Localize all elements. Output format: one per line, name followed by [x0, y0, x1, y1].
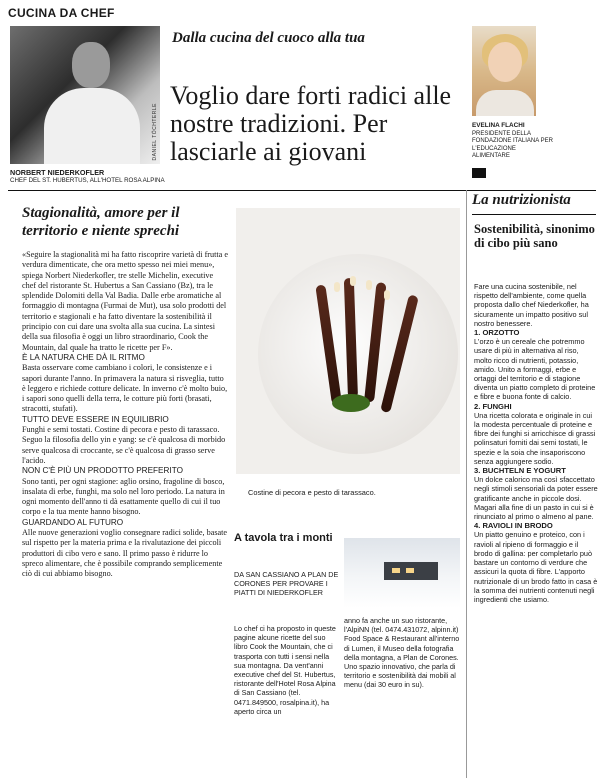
column-divider	[466, 190, 467, 778]
article-subhead: TUTTO DEVE ESSERE IN EQUILIBRIO	[22, 414, 169, 424]
kicker: Dalla cucina del cuoco alla tua	[172, 30, 365, 46]
chef-name: NORBERT NIEDERKOFLER	[10, 168, 105, 177]
chef-photo	[10, 26, 160, 164]
nutritionist-headline: Sostenibilità, sinonimo di cibo più sano	[474, 222, 595, 250]
nutritionist-item-title: 3. BUCHTELN E YOGURT	[474, 466, 566, 476]
box-intro: DA SAN CASSIANO A PLAN DE CORONES PER PROVARE I PIATTI DI NIEDERKOFLER	[234, 570, 339, 597]
decorative-box	[472, 168, 486, 178]
section-tag: CUCINA DA CHEF	[8, 6, 115, 20]
article-paragraph: Funghi e semi tostati. Costine di pecora e pesto di tarassaco. Seguo la filosofia dello yin e yang: se c'è qualcosa di morbido serve qualcosa di croccante, se c'è qualcosa di grasso serve l'acido.	[22, 425, 226, 465]
nutritionist-item-title: 1. ORZOTTO	[474, 328, 520, 338]
nutritionist-item-text: Un piatto genuino e proteico, con i ravioli al ripieno di formaggio e il brodo di gallina: per completarlo può bastare un contorno di verdure che assicuri la quota di fibre. L'apporto nutrizionale di un brodo fatto in casa è la somma dei nutrienti contenuti negli ingredienti che usiamo.	[474, 530, 598, 604]
nutritionist-item-text: Una ricetta colorata e originale in cui la modesta percentuale di proteine e fibre dei funghi si arricchisce di grassi polinsaturi forniti dai semi tostati, le spezie e la soia che insaporiscono senza aggiungere sodio.	[474, 410, 596, 466]
article-subhead: È LA NATURA CHE DÀ IL RITMO	[22, 352, 145, 362]
article-subhead: GUARDANDO AL FUTURO	[22, 517, 124, 527]
nutritionist-item-title: 2. FUNGHI	[474, 401, 512, 411]
article-body	[22, 250, 228, 580]
nutritionist-item-text: L'orzo è un cereale che potremmo usare di più in alternativa al riso, molto ricco di nutrienti, potassio, amido. Unito a formaggi, erbe e ortaggi del territorio e di stagione diventa un piatto completo di proteine e fibre e buona fonte di calcio.	[474, 337, 596, 402]
nutritionist-intro: Fare una cucina sostenibile, nel rispetto dell'ambiente, come quella proposta dallo chef Niederkofler, ha sicuramente un impatto positivo sul nostro benessere.	[474, 282, 589, 328]
museum-photo	[344, 538, 460, 608]
nutritionist-item-text: Un dolce calorico ma così sfaccettato negli stimoli sensoriali da poter essere gratificante anche in piccole dosi. Magari alla fine di un pasto in cui si è rinunciato al primo o almeno al pane.	[474, 475, 598, 522]
headline: Voglio dare forti radici alle nostre tradizioni. Per lasciarle ai giovani	[170, 81, 452, 166]
article-paragraph: «Seguire la stagionalità mi ha fatto riscoprire varietà di frutta e verdura dimenticate, che ora metto spesso nei miei menu», spiega Norbert Niederkofler, tre stelle Michelin, executive chef del ristorante St. Hubertus a San Cassiano (Bz), tra le splendide Dolomiti della Val Badia. Dalle erbe aromatiche al formaggio di montagna (Furmai de Mut), usa solo prodotti del territorio e stagionali e ha fatto diventare la sostenibilità il principio con cui dare una svolta alla sua cucina. La sintesi della sua filosofia è oggi un libro straordinario, Cook the Mountain, dal quale ha tratto le ricette per F».	[22, 250, 228, 352]
chef-role: CHEF DEL ST. HUBERTUS, ALL'HOTEL ROSA ALPINA	[10, 177, 165, 184]
top-divider	[8, 190, 596, 191]
article-paragraph: Basta osservare come cambiano i colori, le consistenze e i sapori durante l'anno. In primavera la natura si risveglia, tutto è leggero e richiede cotture delicate. In inverno c'è molto buio, i sapori sono quelli della terra, le cotture più forti (brasati, stracotti, stufati).	[22, 363, 228, 414]
box-text-left: Lo chef ci ha proposto in queste pagine alcune ricette del suo libro Cook the Mountain, che ci trasporta con tutti i sensi nella sua montagna. Da vent'anni executive chef del St. Hubertus, ristorante dell'Hotel Rosa Alpina di San Cassiano (tel. 0471.849500, rosalpina.it), ha aperto circa un	[234, 624, 336, 716]
photo-credit: DANIEL TÖCHTERLE	[152, 102, 158, 160]
photo-caption: Costine di pecora e pesto di tarassaco.	[248, 488, 376, 497]
nutritionist-photo	[472, 26, 536, 116]
article-paragraph: Alle nuove generazioni voglio consegnare radici solide, basate sul rispetto per la materia prima e la rivalutazione dei piccoli produttori di cibo vero e sano. Il primo passo è ridurre lo spreco alimentare, che è possibile comprando semplicemente ciò di cui abbiamo bisogno.	[22, 528, 228, 579]
article-subhead: NON C'È PIÙ UN PRODOTTO PREFERITO	[22, 466, 183, 476]
article-title: Stagionalità, amore per il territorio e niente sprechi	[22, 205, 180, 239]
article-paragraph: Sono tanti, per ogni stagione: aglio orsino, fragoline di bosco, insalata di erbe, funghi, ma solo nel loro periodo. La natura in ogni momento dell'anno ti dà esattamente quello di cui il tuo corpo e la tua mente hanno bisogno.	[22, 476, 225, 517]
nutritionist-item-title: 4. RAVIOLI IN BRODO	[474, 521, 553, 531]
nutritionist-body	[474, 282, 598, 604]
nutritionist-name: EVELINA FLACHI	[472, 122, 525, 129]
nutritionist-section-title: La nutrizionista	[472, 192, 571, 208]
box-title: A tavola tra i monti	[234, 532, 333, 544]
nutritionist-divider	[472, 214, 596, 215]
box-text-right: anno fa anche un suo ristorante, l'AlpiNN (tel. 0474.431072, alpinn.it) Food Space & Restaurant all'interno di Lumen, il Museo della fotografia della montagna, a Plan de Corones. Uno spazio innovativo, che parla di territorio e sostenibilità dai mobili al menu (dai 30 euro in su).	[344, 616, 460, 690]
dish-photo	[236, 208, 460, 474]
nutritionist-role: PRESIDENTE DELLA FONDAZIONE ITALIANA PER L'EDUCAZIONE ALIMENTARE	[472, 131, 553, 160]
